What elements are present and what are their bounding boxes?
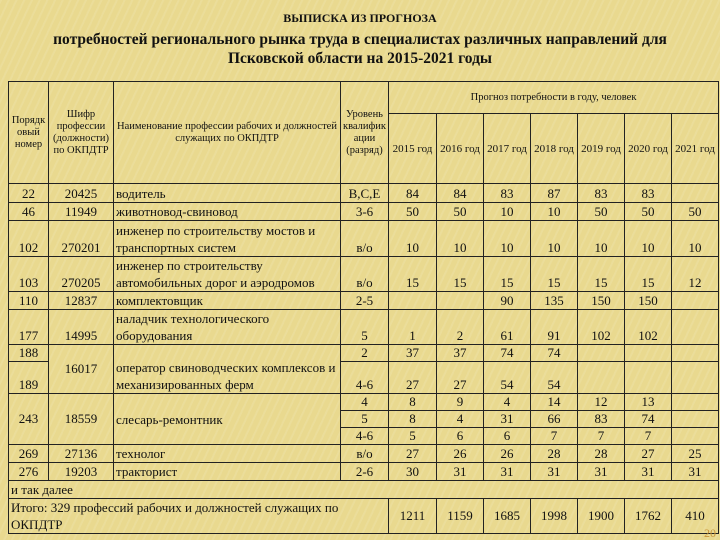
forecast-value: 50 <box>672 203 719 221</box>
qualification-level: в/о <box>341 445 389 463</box>
forecast-value: 84 <box>437 184 484 203</box>
table-row <box>9 445 719 463</box>
total-value: 1211 <box>389 499 437 534</box>
forecast-value: 10 <box>531 221 578 257</box>
profession-name: инженер по строительству автомобильных дорог и аэродромов <box>114 257 341 292</box>
forecast-value <box>672 428 719 445</box>
forecast-value: 87 <box>531 184 578 203</box>
forecast-value <box>578 362 625 394</box>
profession-code: 18559 <box>49 394 114 445</box>
profession-code: 20425 <box>49 184 114 203</box>
forecast-value: 150 <box>625 292 672 310</box>
profession-code: 270201 <box>49 221 114 257</box>
qualification-level: 3-6 <box>341 203 389 221</box>
profession-code: 12837 <box>49 292 114 310</box>
header-year: 2016 год <box>437 114 484 184</box>
forecast-value: 83 <box>578 411 625 428</box>
total-value: 1685 <box>484 499 531 534</box>
profession-code: 16017 <box>49 345 114 394</box>
table-row <box>9 184 719 203</box>
forecast-value <box>389 292 437 310</box>
subtitle-line-1: потребностей регионального рынка труда в специалистах различных направлений для <box>53 31 667 48</box>
forecast-value: 31 <box>437 463 484 481</box>
forecast-value: 27 <box>625 445 672 463</box>
row-number: 46 <box>9 203 49 221</box>
profession-name: комплектовщик <box>114 292 341 310</box>
forecast-table <box>8 81 719 534</box>
table-row <box>9 345 719 362</box>
forecast-value: 31 <box>625 463 672 481</box>
forecast-value: 31 <box>578 463 625 481</box>
forecast-value: 4 <box>437 411 484 428</box>
forecast-value: 15 <box>531 257 578 292</box>
header-name: Наименование профессии рабочих и должностей служащих по ОКПДТР <box>114 82 341 184</box>
forecast-value: 8 <box>389 411 437 428</box>
page-number: 20 <box>704 526 716 540</box>
forecast-value: 37 <box>437 345 484 362</box>
header-forecast: Прогноз потребности в году, человек <box>389 82 719 114</box>
forecast-value: 54 <box>531 362 578 394</box>
header-year: 2017 год <box>484 114 531 184</box>
forecast-value: 13 <box>625 394 672 411</box>
profession-name: наладчик технологического оборудования <box>114 310 341 345</box>
profession-name: водитель <box>114 184 341 203</box>
table-row <box>9 292 719 310</box>
profession-name: оператор свиноводческих комплексов и механизированных ферм <box>114 345 341 394</box>
forecast-value: 15 <box>389 257 437 292</box>
table-row <box>9 394 719 411</box>
qualification-level: 5 <box>341 310 389 345</box>
profession-name: животновод-свиновод <box>114 203 341 221</box>
etc-row <box>9 481 719 499</box>
subtitle-line-2: Псковской области на 2015-2021 годы <box>227 50 493 67</box>
total-label: Итого: 329 профессий рабочих и должностей служащих по ОКПДТР <box>9 499 389 534</box>
forecast-value: 27 <box>389 445 437 463</box>
profession-code: 19203 <box>49 463 114 481</box>
profession-name: инженер по строительству мостов и транспортных систем <box>114 221 341 257</box>
forecast-value: 15 <box>437 257 484 292</box>
total-value: 410 <box>672 499 719 534</box>
forecast-value: 12 <box>672 257 719 292</box>
forecast-value: 74 <box>531 345 578 362</box>
forecast-value: 66 <box>531 411 578 428</box>
profession-code: 11949 <box>49 203 114 221</box>
forecast-value: 83 <box>484 184 531 203</box>
forecast-value: 31 <box>484 411 531 428</box>
forecast-value: 12 <box>578 394 625 411</box>
forecast-value: 27 <box>389 362 437 394</box>
header-level: Уровень квалификации (разряд) <box>341 82 389 184</box>
forecast-value: 26 <box>437 445 484 463</box>
forecast-value <box>672 362 719 394</box>
forecast-value: 26 <box>484 445 531 463</box>
forecast-value: 4 <box>484 394 531 411</box>
forecast-value: 31 <box>531 463 578 481</box>
forecast-value: 6 <box>484 428 531 445</box>
row-number: 269 <box>9 445 49 463</box>
qualification-level: в/о <box>341 257 389 292</box>
table-row <box>9 257 719 292</box>
forecast-value <box>672 411 719 428</box>
forecast-value: 10 <box>625 221 672 257</box>
profession-code: 27136 <box>49 445 114 463</box>
forecast-value: 10 <box>437 221 484 257</box>
qualification-level: 4-6 <box>341 428 389 445</box>
header-year: 2019 год <box>578 114 625 184</box>
forecast-value: 7 <box>625 428 672 445</box>
header-year: 2021 год <box>672 114 719 184</box>
qualification-level: 2 <box>341 345 389 362</box>
row-number: 276 <box>9 463 49 481</box>
header-year: 2020 год <box>625 114 672 184</box>
forecast-value: 150 <box>578 292 625 310</box>
forecast-value: 27 <box>437 362 484 394</box>
row-number: 110 <box>9 292 49 310</box>
forecast-value: 37 <box>389 345 437 362</box>
forecast-value: 25 <box>672 445 719 463</box>
forecast-value: 61 <box>484 310 531 345</box>
profession-code: 270205 <box>49 257 114 292</box>
forecast-value: 5 <box>389 428 437 445</box>
profession-name: тракторист <box>114 463 341 481</box>
forecast-value: 28 <box>531 445 578 463</box>
forecast-value: 102 <box>625 310 672 345</box>
forecast-value: 10 <box>389 221 437 257</box>
total-value: 1762 <box>625 499 672 534</box>
table-row <box>9 463 719 481</box>
forecast-value <box>437 292 484 310</box>
row-number: 188 <box>9 345 49 362</box>
profession-code: 14995 <box>49 310 114 345</box>
header-code: Шифр профессии (должности) по ОКПДТР <box>49 82 114 184</box>
forecast-value: 8 <box>389 394 437 411</box>
forecast-value <box>672 394 719 411</box>
etc-label: и так далее <box>9 481 719 499</box>
forecast-value <box>625 362 672 394</box>
forecast-value <box>672 292 719 310</box>
profession-name: слесарь-ремонтник <box>114 394 341 445</box>
forecast-value: 9 <box>437 394 484 411</box>
row-number: 189 <box>9 362 49 394</box>
row-number: 243 <box>9 394 49 445</box>
document-title: ВЫПИСКА ИЗ ПРОГНОЗА <box>283 11 437 25</box>
forecast-value: 15 <box>578 257 625 292</box>
forecast-value: 28 <box>578 445 625 463</box>
forecast-value: 10 <box>578 221 625 257</box>
row-number: 102 <box>9 221 49 257</box>
forecast-value: 10 <box>531 203 578 221</box>
row-number: 103 <box>9 257 49 292</box>
forecast-value: 6 <box>437 428 484 445</box>
forecast-value <box>625 345 672 362</box>
forecast-value <box>578 345 625 362</box>
forecast-value: 10 <box>484 203 531 221</box>
forecast-value: 2 <box>437 310 484 345</box>
forecast-value: 7 <box>578 428 625 445</box>
header-year: 2015 год <box>389 114 437 184</box>
forecast-value: 14 <box>531 394 578 411</box>
total-value: 1159 <box>437 499 484 534</box>
forecast-value: 1 <box>389 310 437 345</box>
total-row <box>9 499 719 534</box>
forecast-value <box>672 310 719 345</box>
forecast-value: 10 <box>672 221 719 257</box>
row-number: 177 <box>9 310 49 345</box>
forecast-value: 54 <box>484 362 531 394</box>
table-row <box>9 310 719 345</box>
forecast-value: 74 <box>625 411 672 428</box>
forecast-value: 74 <box>484 345 531 362</box>
qualification-level: 2-6 <box>341 463 389 481</box>
forecast-value: 10 <box>484 221 531 257</box>
forecast-value: 84 <box>389 184 437 203</box>
qualification-level: в/о <box>341 221 389 257</box>
document-subtitle <box>0 30 720 68</box>
total-value: 1998 <box>531 499 578 534</box>
total-value: 1900 <box>578 499 625 534</box>
forecast-value: 7 <box>531 428 578 445</box>
forecast-value: 91 <box>531 310 578 345</box>
forecast-value: 30 <box>389 463 437 481</box>
profession-name: технолог <box>114 445 341 463</box>
header-year: 2018 год <box>531 114 578 184</box>
table-row <box>9 221 719 257</box>
forecast-value: 15 <box>484 257 531 292</box>
forecast-value: 31 <box>484 463 531 481</box>
qualification-level: 2-5 <box>341 292 389 310</box>
qualification-level: 4 <box>341 394 389 411</box>
forecast-value: 90 <box>484 292 531 310</box>
qualification-level: B,C,E <box>341 184 389 203</box>
forecast-value: 83 <box>578 184 625 203</box>
forecast-value: 102 <box>578 310 625 345</box>
forecast-value <box>672 184 719 203</box>
forecast-value: 83 <box>625 184 672 203</box>
forecast-value: 50 <box>389 203 437 221</box>
row-number: 22 <box>9 184 49 203</box>
forecast-value: 31 <box>672 463 719 481</box>
qualification-level: 5 <box>341 411 389 428</box>
forecast-value <box>672 345 719 362</box>
forecast-value: 50 <box>625 203 672 221</box>
table-row <box>9 203 719 221</box>
forecast-value: 135 <box>531 292 578 310</box>
forecast-value: 15 <box>625 257 672 292</box>
forecast-value: 50 <box>578 203 625 221</box>
header-num: Порядковый номер <box>9 82 49 184</box>
forecast-value: 50 <box>437 203 484 221</box>
qualification-level: 4-6 <box>341 362 389 394</box>
